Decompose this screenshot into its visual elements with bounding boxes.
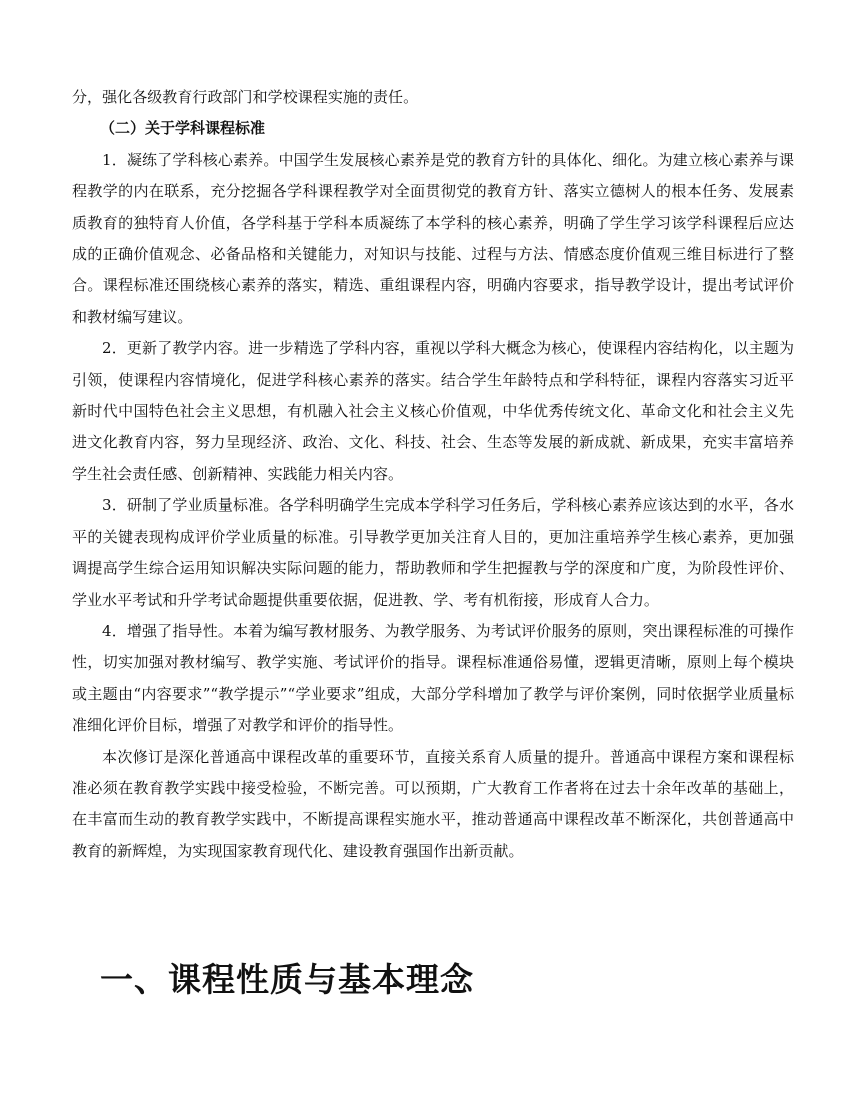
document-body [72,82,794,867]
intro-paragraph-tail: 分，强化各级教育行政部门和学校课程实施的责任。 [72,88,419,106]
section-heading: （二）关于学科课程标准 [100,119,266,138]
closing-paragraph: 本次修订是深化普通高中课程改革的重要环节，直接关系育人质量的提升。普通高中课程方案和课程标准必须在教育教学实践中接受检验，不断完善。可以预期，广大教育工作者将在过去十余年改革的基础上，在丰富而生动的教育教学实践中，不断提高课程实施水平，推动普通高中课程改革不断深化，共创普通高中教育的新辉煌，为实现国家教育现代化、建设教育强国作出新贡献。 [72,747,794,860]
point-paragraph-4: 4．增强了指导性。本着为编写教材服务、为教学服务、为考试评价服务的原则，突出课程标准的可操作性，切实加强对教材编写、教学实施、考试评价的指导。课程标准通俗易懂，逻辑更清晰，原则上每个模块或主题由“内容要求”“教学提示”“学业要求”组成，大部分学科增加了教学与评价案例，同时依据学业质量标准细化评价目标，增强了对教学和评价的指导性。 [72,621,794,735]
point-paragraph-3: 3．研制了学业质量标准。各学科明确学生完成本学科学习任务后，学科核心素养应该达到的水平，各水平的关键表现构成评价学业质量的标准。引导教学更加关注育人目的，更加注重培养学生核心素养，更加强调提高学生综合运用知识解决实际问题的能力，帮助教师和学生把握教与学的深度和广度，为阶段性评价、学业水平考试和升学考试命题提供重要依据，促进教、学、考有机衔接，形成育人合力。 [72,496,794,609]
chapter-title: 一、课程性质与基本理念 [100,960,474,999]
point-paragraph-1: 1．凝练了学科核心素养。中国学生发展核心素养是党的教育方针的具体化、细化。为建立核心素养与课程教学的内在联系，充分挖掘各学科课程教学对全面贯彻党的教育方针、落实立德树人的根本任务、发展素质教育的独特育人价值，各学科基于学科本质凝练了本学科的核心素养，明确了学生学习该学科课程后应达成的正确价值观念、必备品格和关键能力，对知识与技能、过程与方法、情感态度价值观三维目标进行了整合。课程标准还围绕核心素养的落实，精选、重组课程内容，明确内容要求，指导教学设计，提出考试评价和教材编写建议。 [72,150,794,326]
point-paragraph-2: 2．更新了教学内容。进一步精选了学科内容，重视以学科大概念为核心，使课程内容结构化，以主题为引领，使课程内容情境化，促进学科核心素养的落实。结合学生年龄特点和学科特征，课程内容落实习近平新时代中国特色社会主义思想，有机融入社会主义核心价值观，中华优秀传统文化、革命文化和社会主义先进文化教育内容，努力呈现经济、政治、文化、科技、社会、生态等发展的新成就、新成果，充实丰富培养学生社会责任感、创新精神、实践能力相关内容。 [72,339,794,483]
